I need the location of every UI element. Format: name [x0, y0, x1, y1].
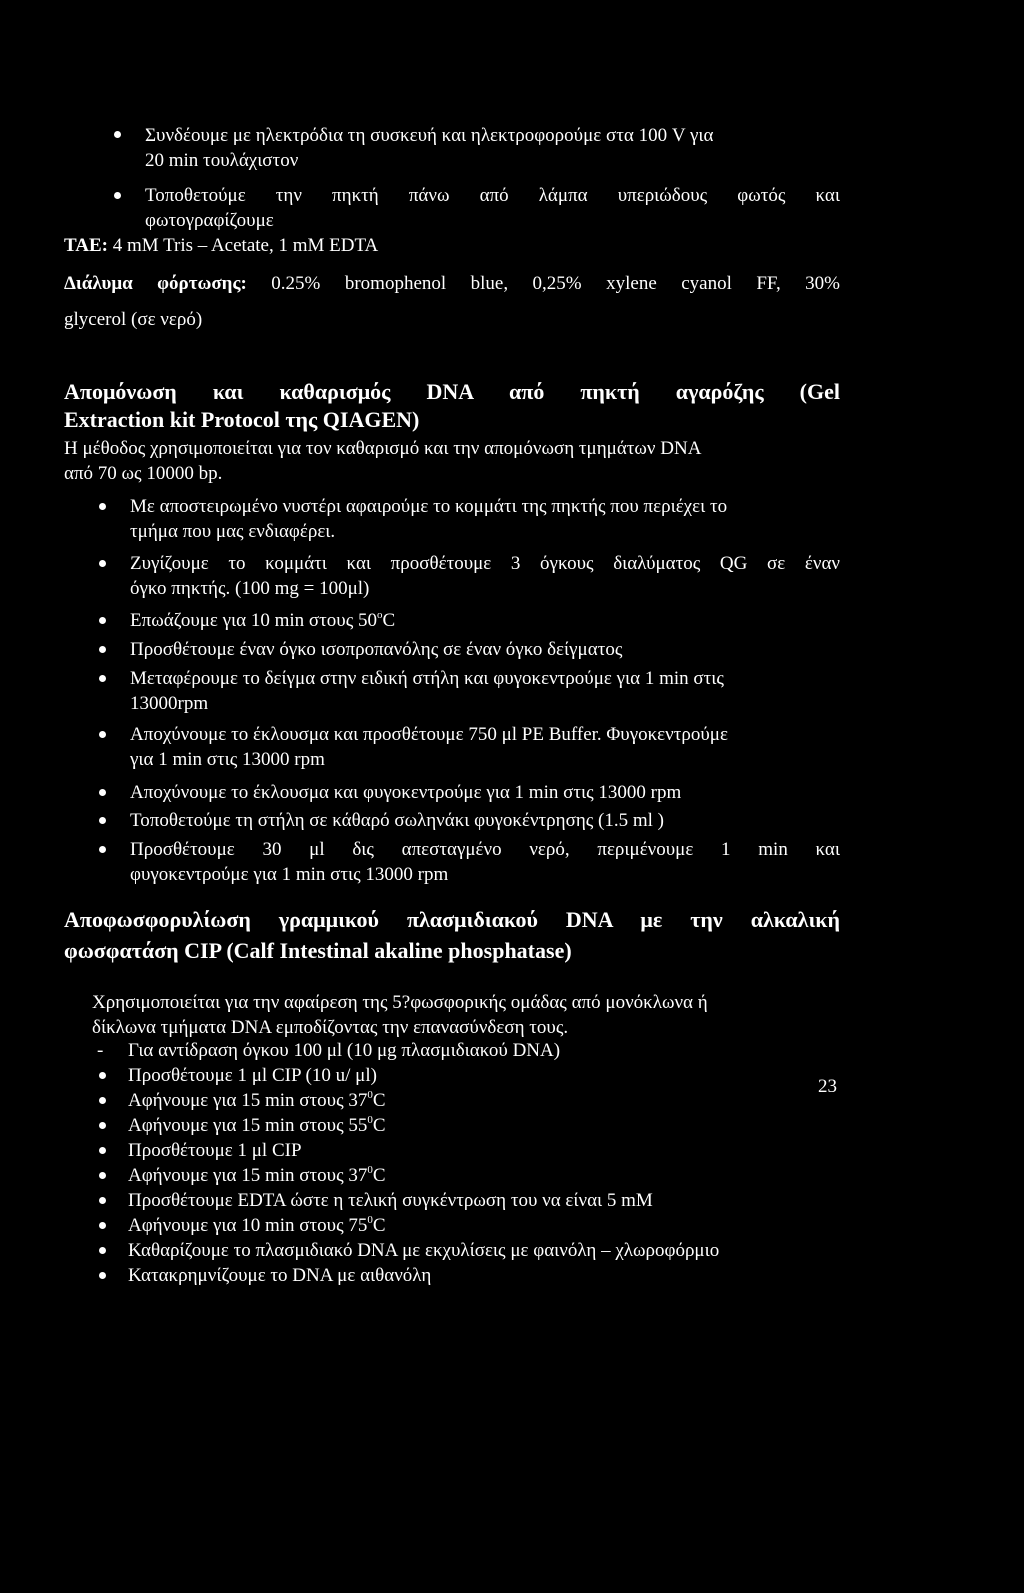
tae-label: TAE: — [64, 235, 108, 256]
section-title-cont: φωσφατάση CIP (Calf Intestinal akaline phosphatase) — [64, 938, 572, 963]
step-text-cont: τμήμα που μας ενδιαφέρει. — [130, 521, 336, 542]
step-text-cont: φυγοκεντρούμε για 1 min στις 13000 rpm — [130, 864, 449, 885]
bullet-icon — [99, 1197, 106, 1204]
tae-line — [64, 234, 378, 258]
bullet-icon — [99, 1222, 106, 1229]
step-text-main: Αφήνουμε για 15 min στους 37 — [128, 1090, 368, 1111]
step-text: Κατακρημνίζουμε το DNA με αιθανόλη — [128, 1265, 432, 1286]
step-text: Τοποθετούμε την πηκτή πάνω από λάμπα υπεριώδους φωτός και — [145, 185, 840, 206]
step-text-unit: C — [372, 1215, 386, 1236]
page-number: 23 — [818, 1076, 837, 1097]
step-text: Προσθέτουμε 30 μl δις απεσταγμένο νερό, περιμένουμε 1 min και — [130, 839, 840, 860]
bullet-icon — [99, 646, 106, 653]
step-text-unit: C — [382, 610, 396, 631]
bullet-icon — [99, 503, 106, 510]
step-text-main: Αφήνουμε για 10 min στους 75 — [128, 1215, 368, 1236]
step-text — [128, 1089, 386, 1113]
section-intro: Η μέθοδος χρησιμοποιείται για τον καθαρισμό και την απομόνωση τμημάτων DNA — [64, 438, 702, 459]
loading-buffer-line — [64, 272, 840, 296]
bullet-icon — [99, 731, 106, 738]
degree-sup: 0 — [367, 1213, 373, 1226]
step-text: Αποχύνουμε το έκλουσμα και φυγοκεντρούμε για 1 min στις 13000 rpm — [130, 782, 682, 803]
bullet-icon — [114, 131, 121, 138]
bullet-icon — [99, 817, 106, 824]
bullet-icon — [99, 617, 106, 624]
bullet-icon — [99, 1272, 106, 1279]
step-text: Ζυγίζουμε το κομμάτι και προσθέτουμε 3 όγκους διαλύματος QG σε έναν — [130, 553, 840, 574]
bullet-icon — [99, 560, 106, 567]
bullet-icon — [99, 1072, 106, 1079]
section-intro: Χρησιμοποιείται για την αφαίρεση της 5?φωσφορικής ομάδας από μονόκλωνα ή — [92, 992, 708, 1013]
step-text — [130, 609, 395, 633]
step-text: Με αποστειρωμένο νυστέρι αφαιρούμε το κομμάτι της πηκτής που περιέχει το — [130, 496, 728, 517]
loading-text-cont: glycerol (σε νερό) — [64, 309, 203, 330]
bullet-icon — [99, 1097, 106, 1104]
step-text: Προσθέτουμε 1 μl CIP — [128, 1140, 302, 1161]
bullet-icon — [99, 1147, 106, 1154]
section-intro-cont: από 70 ως 10000 bp. — [64, 463, 223, 484]
step-text-cont: 20 min τουλάχιστον — [145, 150, 299, 171]
step-text — [128, 1164, 386, 1188]
step-text: Καθαρίζουμε το πλασμιδιακό DNA με εκχυλίσεις με φαινόλη – χλωροφόρμιο — [128, 1240, 720, 1261]
loading-label: Διάλυμα φόρτωσης: — [64, 273, 247, 294]
step-text-unit: C — [372, 1165, 386, 1186]
step-text: Τοποθετούμε τη στήλη σε κάθαρό σωληνάκι φυγοκέντρησης (1.5 ml ) — [130, 810, 665, 831]
bullet-icon — [99, 675, 106, 682]
step-text: Συνδέουμε με ηλεκτρόδια τη συσκευή και ηλεκτροφορούμε στα 100 V για — [145, 125, 714, 146]
step-text-cont: όγκο πηκτής. (100 mg = 100μl) — [130, 578, 370, 599]
step-text-cont: φωτογραφίζουμε — [145, 210, 274, 231]
loading-text: 0.25% bromophenol blue, 0,25% xylene cyanol FF, 30% — [271, 273, 840, 294]
step-text: Προσθέτουμε 1 μl CIP (10 u/ μl) — [128, 1065, 377, 1086]
section-intro-cont: δίκλωνα τμήματα DNA εμποδίζοντας την επανασύνδεση τους. — [92, 1017, 569, 1038]
degree-sup: o — [376, 608, 383, 621]
dash-marker: - — [97, 1040, 104, 1061]
step-text: Προσθέτουμε EDTA ώστε η τελική συγκέντρωση του να είναι 5 mM — [128, 1190, 653, 1211]
step-text: Μεταφέρουμε το δείγμα στην ειδική στήλη και φυγοκεντρούμε για 1 min στις — [130, 668, 724, 689]
step-text-unit: C — [372, 1115, 386, 1136]
section-title: Απομόνωση και καθαρισμός DNA από πηκτή αγαρόζης (Gel — [64, 379, 840, 404]
degree-sup: 0 — [367, 1163, 373, 1176]
reaction-note: Για αντίδραση όγκου 100 μl (10 μg πλασμιδιακού DNA) — [128, 1040, 561, 1061]
step-text-main: Αφήνουμε για 15 min στους 37 — [128, 1165, 368, 1186]
step-text-main: Επωάζουμε για 10 min στους 50 — [130, 610, 377, 631]
step-text: Αποχύνουμε το έκλουσμα και προσθέτουμε 750 μl PE Buffer. Φυγοκεντρούμε — [130, 724, 728, 745]
bullet-icon — [99, 846, 106, 853]
step-text — [128, 1214, 386, 1238]
tae-text: 4 mM Tris – Acetate, 1 mM EDTA — [112, 235, 379, 256]
step-text-cont: 13000rpm — [130, 693, 209, 714]
bullet-icon — [99, 1122, 106, 1129]
step-text — [128, 1114, 386, 1138]
section-title: Αποφωσφορυλίωση γραμμικού πλασμιδιακού DNA με την αλκαλική — [64, 907, 840, 932]
step-text-unit: C — [372, 1090, 386, 1111]
bullet-icon — [114, 192, 121, 199]
bullet-icon — [99, 1247, 106, 1254]
section-title-cont: Extraction kit Protocol της QIAGEN) — [64, 407, 420, 432]
degree-sup: 0 — [367, 1113, 373, 1126]
bullet-icon — [99, 789, 106, 796]
step-text: Προσθέτουμε έναν όγκο ισοπροπανόλης σε έναν όγκο δείγματος — [130, 639, 623, 660]
bullet-icon — [99, 1172, 106, 1179]
step-text-main: Αφήνουμε για 15 min στους 55 — [128, 1115, 368, 1136]
step-text-cont: για 1 min στις 13000 rpm — [130, 749, 325, 770]
degree-sup: 0 — [367, 1088, 373, 1101]
